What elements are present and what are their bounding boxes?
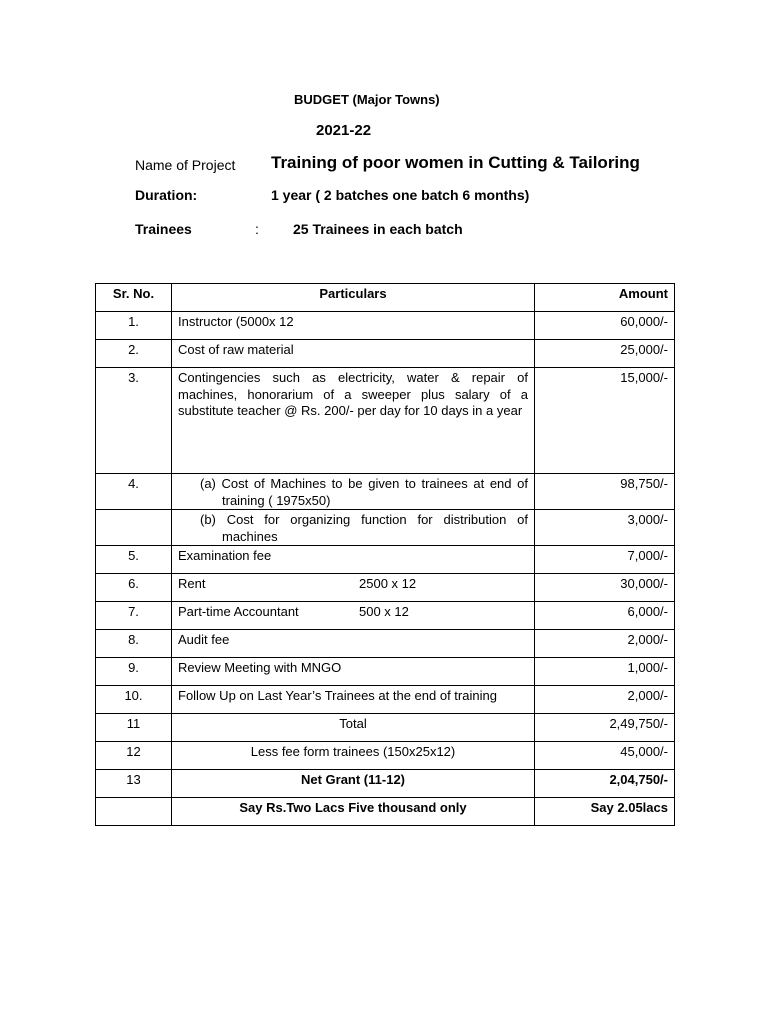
row-particular-cell — [172, 574, 535, 602]
budget-year: 2021-22 — [316, 122, 372, 139]
row-sr: 8. — [96, 630, 172, 658]
row-sr: 11 — [96, 714, 172, 742]
table-row — [96, 658, 675, 686]
table-row-less-fee — [96, 742, 675, 770]
row-particular: Examination fee — [172, 546, 535, 574]
row-amount: 2,49,750/- — [535, 714, 675, 742]
table-row — [96, 474, 675, 510]
table-row — [96, 368, 675, 474]
budget-title: BUDGET (Major Towns) — [294, 92, 440, 107]
row-particular: Less fee form trainees (150x25x12) — [172, 742, 535, 770]
row-sr: 6. — [96, 574, 172, 602]
trainees-label: Trainees — [135, 221, 192, 237]
header-amount: Amount — [535, 284, 675, 312]
row-sr: 2. — [96, 340, 172, 368]
table-row — [96, 340, 675, 368]
budget-table — [95, 283, 675, 826]
row-particular: Follow Up on Last Year’s Trainees at the end of training — [172, 686, 535, 714]
row-particular-cell — [172, 602, 535, 630]
trainees-value: 25 Trainees in each batch — [293, 221, 463, 237]
row-sr: 12 — [96, 742, 172, 770]
header-sr-no: Sr. No. — [96, 284, 172, 312]
row-amount: 15,000/- — [535, 368, 675, 474]
row-amount: 2,04,750/- — [535, 770, 675, 798]
row-amount: 3,000/- — [535, 510, 675, 546]
row-sr — [96, 510, 172, 546]
row-sr: 4. — [96, 474, 172, 510]
row-particular: Contingencies such as electricity, water & repair of machines, honorarium of a sweeper plus salary of a substitute teacher @ Rs. 200/- per day for 10 days in a year — [172, 368, 535, 474]
row-amount: 6,000/- — [535, 602, 675, 630]
table-row — [96, 686, 675, 714]
table-row — [96, 574, 675, 602]
table-row — [96, 546, 675, 574]
row-amount: 1,000/- — [535, 658, 675, 686]
table-row — [96, 602, 675, 630]
row-particular: (a) Cost of Machines to be given to trainees at end of training ( 1975x50) — [172, 474, 535, 510]
row-sr: 10. — [96, 686, 172, 714]
row-amount: Say 2.05lacs — [535, 798, 675, 826]
row-particular: (b) Cost for organizing function for distribution of machines — [172, 510, 535, 546]
row-sr: 1. — [96, 312, 172, 340]
row-amount: 2,000/- — [535, 686, 675, 714]
project-value: Training of poor women in Cutting & Tailoring — [271, 153, 640, 172]
duration-label: Duration: — [135, 187, 198, 203]
row-sr: 5. — [96, 546, 172, 574]
table-row-in-words — [96, 798, 675, 826]
table-row-net-grant — [96, 770, 675, 798]
row-particular: Instructor (5000x 12 — [172, 312, 535, 340]
row-amount: 2,000/- — [535, 630, 675, 658]
trainees-colon: : — [255, 221, 259, 237]
table-header-row — [96, 284, 675, 312]
row-sr: 3. — [96, 368, 172, 474]
row-amount: 25,000/- — [535, 340, 675, 368]
row-sr: 7. — [96, 602, 172, 630]
row-particular: Part-time Accountant — [178, 604, 299, 619]
row-amount: 60,000/- — [535, 312, 675, 340]
header-particulars: Particulars — [172, 284, 535, 312]
row-amount: 98,750/- — [535, 474, 675, 510]
row-particular: Say Rs.Two Lacs Five thousand only — [172, 798, 535, 826]
row-particular: Cost of raw material — [172, 340, 535, 368]
table-row — [96, 630, 675, 658]
row-amount: 45,000/- — [535, 742, 675, 770]
row-sr: 9. — [96, 658, 172, 686]
row-particular: Net Grant (11-12) — [172, 770, 535, 798]
row-sr: 13 — [96, 770, 172, 798]
row-amount: 30,000/- — [535, 574, 675, 602]
table-row — [96, 510, 675, 546]
row-particular: Total — [172, 714, 535, 742]
row-particular: Rent — [178, 576, 206, 591]
row-amount: 7,000/- — [535, 546, 675, 574]
row-sr — [96, 798, 172, 826]
row-rate: 2500 x 12 — [359, 576, 417, 591]
row-particular: Audit fee — [172, 630, 535, 658]
table-row — [96, 312, 675, 340]
table-row-total — [96, 714, 675, 742]
duration-value: 1 year ( 2 batches one batch 6 months) — [271, 187, 530, 203]
project-label: Name of Project — [135, 157, 236, 173]
row-rate: 500 x 12 — [359, 604, 409, 619]
row-particular: Review Meeting with MNGO — [172, 658, 535, 686]
